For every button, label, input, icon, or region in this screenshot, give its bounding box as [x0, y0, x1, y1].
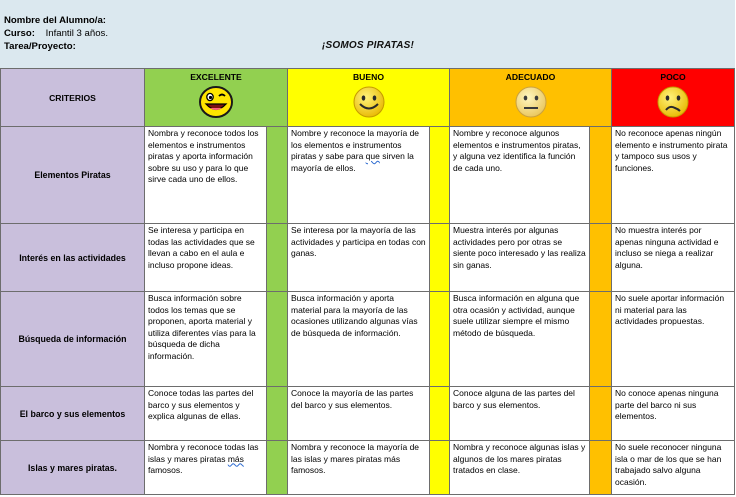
rubric-row: [1, 127, 735, 224]
header-row: [1, 69, 735, 127]
score-box-excelente[interactable]: [267, 224, 288, 292]
descriptor-excelente: Nombra y reconoce todos los elementos e instrumentos piratas y aporta información sobre su uso y para lo que sirve cada uno de ellos.: [145, 127, 267, 224]
course-line: Curso: Infantil 3 años.: [4, 28, 108, 39]
level-header-bueno: [288, 69, 450, 127]
course-value: Infantil 3 años.: [45, 28, 108, 39]
criterion-label: El barco y sus elementos: [1, 387, 145, 441]
score-box-bueno[interactable]: [430, 224, 450, 292]
descriptor-excelente: Busca información sobre todos los temas que se proponen, aporta material y utiliza diferentes vías para la búsqueda de dicha información.: [145, 292, 267, 387]
level-label: ADECUADO: [505, 72, 556, 82]
level-label: POCO: [660, 72, 686, 82]
neutral-face-icon: [512, 84, 550, 120]
project-label: Tarea/Proyecto:: [4, 41, 76, 52]
descriptor-bueno: Nombra y reconoce la mayoría de las islas y mares piratas más famosos.: [288, 441, 430, 495]
descriptor-adecuado: Nombra y reconoce algunas islas y algunos de los mares piratas tratados en clase.: [450, 441, 590, 495]
score-box-bueno[interactable]: [430, 292, 450, 387]
score-box-excelente[interactable]: [267, 387, 288, 441]
score-box-bueno[interactable]: [430, 441, 450, 495]
descriptor-adecuado: Conoce alguna de las partes del barco y sus elementos.: [450, 387, 590, 441]
level-header-poco: [612, 69, 735, 127]
descriptor-bueno: Nombre y reconoce la mayoría de los elementos e instrumentos piratas y sabe para que sirven la mayoría de ellos.: [288, 127, 430, 224]
criteria-column-header: CRITERIOS: [1, 69, 145, 127]
descriptor-excelente: Nombra y reconoce todas las islas y mares piratas más famosos.: [145, 441, 267, 495]
rubric-row: [1, 292, 735, 387]
score-box-excelente[interactable]: [267, 127, 288, 224]
score-box-bueno[interactable]: [430, 127, 450, 224]
descriptor-poco: No conoce apenas ninguna parte del barco ni sus elementos.: [612, 387, 735, 441]
descriptor-bueno: Se interesa por la mayoría de las actividades y participa en todas con ganas.: [288, 224, 430, 292]
criterion-label: Búsqueda de información: [1, 292, 145, 387]
level-label: BUENO: [352, 72, 385, 82]
descriptor-excelente: Conoce todas las partes del barco y sus elementos y explica algunas de ellas.: [145, 387, 267, 441]
descriptor-poco: No muestra interés por apenas ninguna actividad e incluso se niega a realizar alguna.: [612, 224, 735, 292]
criterion-label: Interés en las actividades: [1, 224, 145, 292]
smiling-face-icon: [350, 84, 388, 120]
descriptor-poco: No reconoce apenas ningún elemento e instrumento pirata y tampoco sus usos y funciones.: [612, 127, 735, 224]
score-box-adecuado[interactable]: [590, 441, 612, 495]
score-box-bueno[interactable]: [430, 387, 450, 441]
descriptor-adecuado: Busca información en alguna que otra ocasión y actividad, aunque suele utilizar siempre el mismo método de búsqueda.: [450, 292, 590, 387]
rubric-row: [1, 387, 735, 441]
sad-face-icon: [654, 84, 692, 120]
score-box-excelente[interactable]: [267, 441, 288, 495]
score-box-excelente[interactable]: [267, 292, 288, 387]
rubric-row: [1, 441, 735, 495]
level-header-excelente: [145, 69, 288, 127]
score-box-adecuado[interactable]: [590, 224, 612, 292]
descriptor-adecuado: Muestra interés por algunas actividades pero por otras se siente poco interesado y las realiza sin ganas.: [450, 224, 590, 292]
level-label: EXCELENTE: [190, 72, 242, 82]
student-info-header: [0, 0, 735, 69]
score-box-adecuado[interactable]: [590, 387, 612, 441]
descriptor-bueno: Busca información y aporta material para la mayoría de las ocasiones utilizando algunas vías de búsqueda de información.: [288, 292, 430, 387]
descriptor-poco: No suele reconocer ninguna isla o mar de los que se han trabajado salvo alguna ocasión.: [612, 441, 735, 495]
score-box-adecuado[interactable]: [590, 292, 612, 387]
descriptor-adecuado: Nombre y reconoce algunos elementos e instrumentos piratas, y alguna vez identifica la función de cada uno.: [450, 127, 590, 224]
laughing-face-icon: [197, 84, 235, 120]
level-header-adecuado: [450, 69, 612, 127]
score-box-adecuado[interactable]: [590, 127, 612, 224]
rubric-row: [1, 224, 735, 292]
criterion-label: Elementos Piratas: [1, 127, 145, 224]
descriptor-bueno: Conoce la mayoría de las partes del barco y sus elementos.: [288, 387, 430, 441]
project-title: ¡SOMOS PIRATAS!: [322, 40, 415, 51]
student-name-label: Nombre del Alumno/a:: [4, 15, 106, 26]
descriptor-poco: No suele aportar información ni material para las actividades propuestas.: [612, 292, 735, 387]
criterion-label: Islas y mares piratas.: [1, 441, 145, 495]
descriptor-excelente: Se interesa y participa en todas las actividades que se llevan a cabo en el aula e incluso propone ideas.: [145, 224, 267, 292]
rubric-table: [0, 68, 735, 495]
